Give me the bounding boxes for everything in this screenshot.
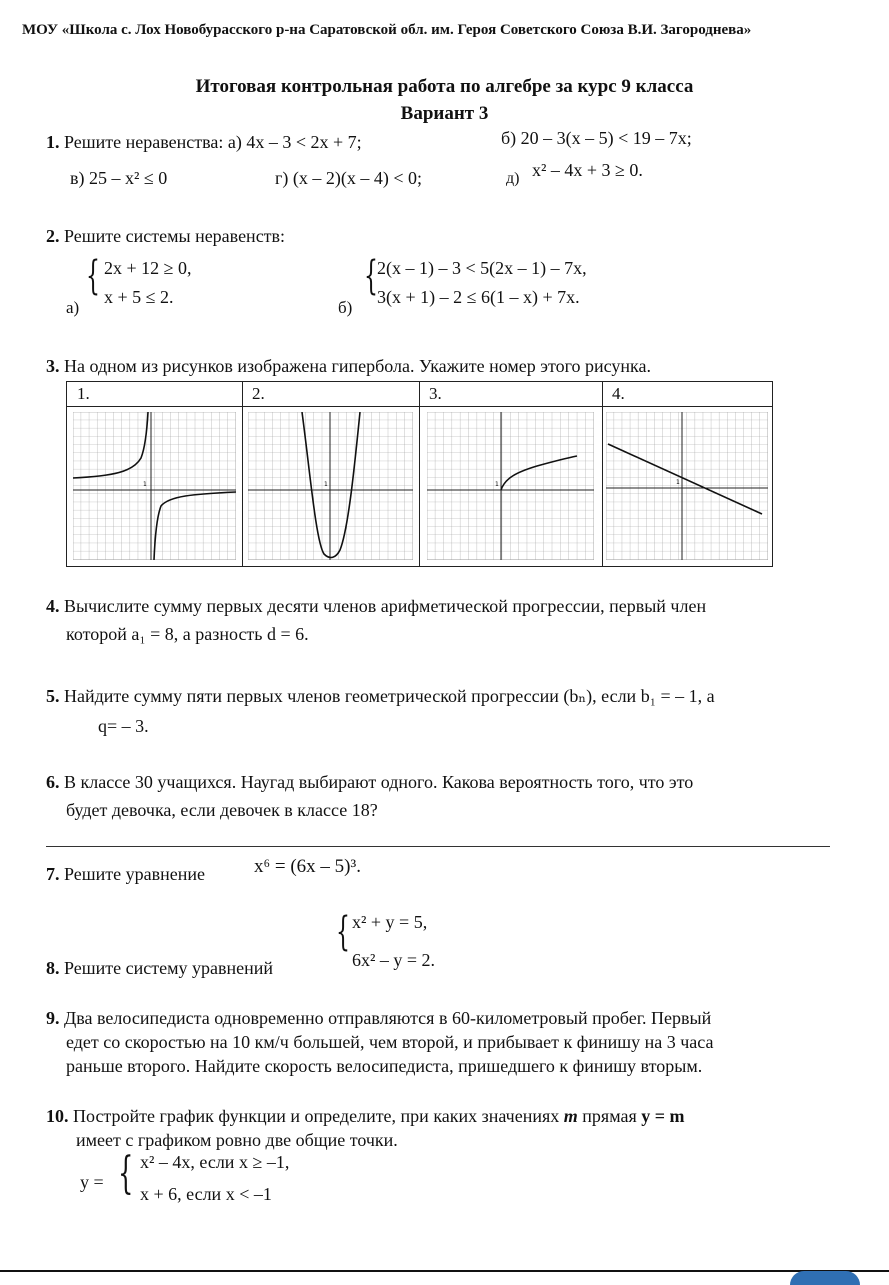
question-10-number: 10. bbox=[46, 1106, 69, 1126]
question-10-line2: имеет с графиком ровно две общие точки. bbox=[76, 1130, 398, 1150]
question-1 bbox=[46, 132, 362, 153]
graph-cell-4 bbox=[602, 382, 772, 566]
question-5-line1 bbox=[46, 686, 715, 707]
graph-label-4: 4. bbox=[612, 384, 625, 403]
question-2-a-line2: x + 5 ≤ 2. bbox=[104, 287, 174, 307]
question-1-d-label: д) bbox=[506, 170, 520, 187]
piecewise-brace: { bbox=[118, 1148, 134, 1199]
question-1-number: 1. bbox=[46, 132, 60, 152]
question-7-text: Решите уравнение bbox=[64, 864, 205, 884]
svg-text:1: 1 bbox=[143, 481, 147, 488]
school-header: МОУ «Школа с. Лох Новобурасского р-на Саратовской обл. им. Героя Советского Союза В.И. Загороднева» bbox=[22, 22, 752, 38]
question-10-text-b: прямая bbox=[582, 1106, 637, 1126]
graph-label-2: 2. bbox=[252, 384, 265, 403]
graph-line bbox=[606, 412, 768, 560]
question-2-a-label: а) bbox=[66, 298, 80, 317]
question-1-b: б) 20 – 3(x – 5) < 19 – 7x; bbox=[501, 128, 692, 148]
question-7-number: 7. bbox=[46, 864, 60, 884]
question-1-d: x² – 4x + 3 ≥ 0. bbox=[532, 160, 643, 180]
question-10-line1 bbox=[46, 1106, 685, 1127]
svg-text:1: 1 bbox=[676, 479, 680, 486]
question-8-text: Решите систему уравнений bbox=[64, 958, 273, 978]
graph-cell-2 bbox=[242, 382, 420, 566]
question-1-v: в) 25 – x² ≤ 0 bbox=[70, 168, 168, 188]
question-2-text: Решите системы неравенств: bbox=[64, 226, 286, 246]
question-4-text: Вычислите сумму первых десяти членов арифметической прогрессии, первый член bbox=[64, 596, 707, 616]
question-5-line2: q= – 3. bbox=[98, 716, 149, 736]
question-5-text: Найдите сумму пяти первых членов геометрической прогрессии (bₙ), если b₁ = – 1, а bbox=[64, 686, 715, 706]
question-1-a: а) 4x – 3 < 2x + 7; bbox=[227, 132, 362, 152]
graph-cell-1 bbox=[67, 382, 243, 566]
question-9-line1 bbox=[46, 1008, 711, 1029]
question-10-case1: x² – 4x, если x ≥ –1, bbox=[140, 1152, 290, 1172]
question-7-equation: x⁶ = (6x – 5)³. bbox=[254, 856, 361, 877]
question-8 bbox=[46, 958, 273, 979]
question-3-text: На одном из рисунков изображена гипербола. Укажите номер этого рисунка. bbox=[64, 356, 652, 376]
system-brace-b: { bbox=[364, 253, 378, 299]
question-2-b-line1: 2(x – 1) – 3 < 5(2x – 1) – 7x, bbox=[377, 258, 587, 278]
graph-hyperbola bbox=[73, 412, 236, 560]
question-8-eq1: x² + y = 5, bbox=[352, 912, 428, 932]
question-10-m: m bbox=[563, 1106, 578, 1126]
bottom-border bbox=[0, 1270, 889, 1272]
question-10-line-eq: y = m bbox=[641, 1106, 685, 1126]
question-1-g: г) (x – 2)(x – 4) < 0; bbox=[275, 168, 423, 188]
question-7 bbox=[46, 864, 205, 885]
question-6-line2: будет девочка, если девочек в классе 18? bbox=[66, 800, 378, 820]
svg-text:1: 1 bbox=[495, 481, 499, 488]
page-title: Итоговая контрольная работа по алгебре за курс 9 класса bbox=[195, 76, 694, 97]
graph-root-function bbox=[427, 412, 594, 560]
question-6-text: В классе 30 учащихся. Наугад выбирают одного. Какова вероятность того, что это bbox=[64, 772, 694, 792]
question-8-eq2: 6x² – y = 2. bbox=[352, 950, 436, 970]
question-5-number: 5. bbox=[46, 686, 60, 706]
question-4-number: 4. bbox=[46, 596, 60, 616]
question-2-number: 2. bbox=[46, 226, 60, 246]
question-10-case2: x + 6, если x < –1 bbox=[140, 1184, 272, 1204]
variant-label: Вариант 3 bbox=[400, 103, 489, 124]
question-9-line2: едет со скоростью на 10 км/ч большей, чем второй, и прибывает к финишу на 3 часа bbox=[66, 1032, 714, 1052]
graph-cell-3 bbox=[419, 382, 603, 566]
question-2-a-line1: 2x + 12 ≥ 0, bbox=[104, 258, 192, 278]
system-brace-q8: { bbox=[336, 909, 350, 955]
question-9-text: Два велосипедиста одновременно отправляются в 60-километровый пробег. Первый bbox=[64, 1008, 712, 1028]
graph-label-1: 1. bbox=[77, 384, 90, 403]
question-10-y: y = bbox=[80, 1172, 104, 1192]
question-3-number: 3. bbox=[46, 356, 60, 376]
question-2-b-line2: 3(x + 1) – 2 ≤ 6(1 – x) + 7x. bbox=[377, 287, 580, 307]
question-9-line3: раньше второго. Найдите скорость велосипедиста, пришедшего к финишу вторым. bbox=[66, 1056, 703, 1076]
graphs-table bbox=[66, 381, 773, 567]
question-9-number: 9. bbox=[46, 1008, 60, 1028]
question-2-b-label: б) bbox=[338, 298, 353, 317]
question-3 bbox=[46, 356, 651, 377]
question-6-line1 bbox=[46, 772, 693, 793]
question-6-number: 6. bbox=[46, 772, 60, 792]
graph-parabola bbox=[248, 412, 413, 560]
graph-label-3: 3. bbox=[429, 384, 442, 403]
question-2 bbox=[46, 226, 285, 247]
corner-blob bbox=[790, 1271, 860, 1285]
svg-text:1: 1 bbox=[324, 481, 328, 488]
question-4-line2: которой a₁ = 8, а разность d = 6. bbox=[66, 624, 309, 644]
question-10-text: Постройте график функции и определите, при каких значениях bbox=[73, 1106, 560, 1126]
system-brace-a: { bbox=[86, 253, 100, 299]
question-1-text: Решите неравенства: bbox=[64, 132, 224, 152]
question-4-line1 bbox=[46, 596, 706, 617]
divider bbox=[46, 846, 830, 847]
question-8-number: 8. bbox=[46, 958, 60, 978]
